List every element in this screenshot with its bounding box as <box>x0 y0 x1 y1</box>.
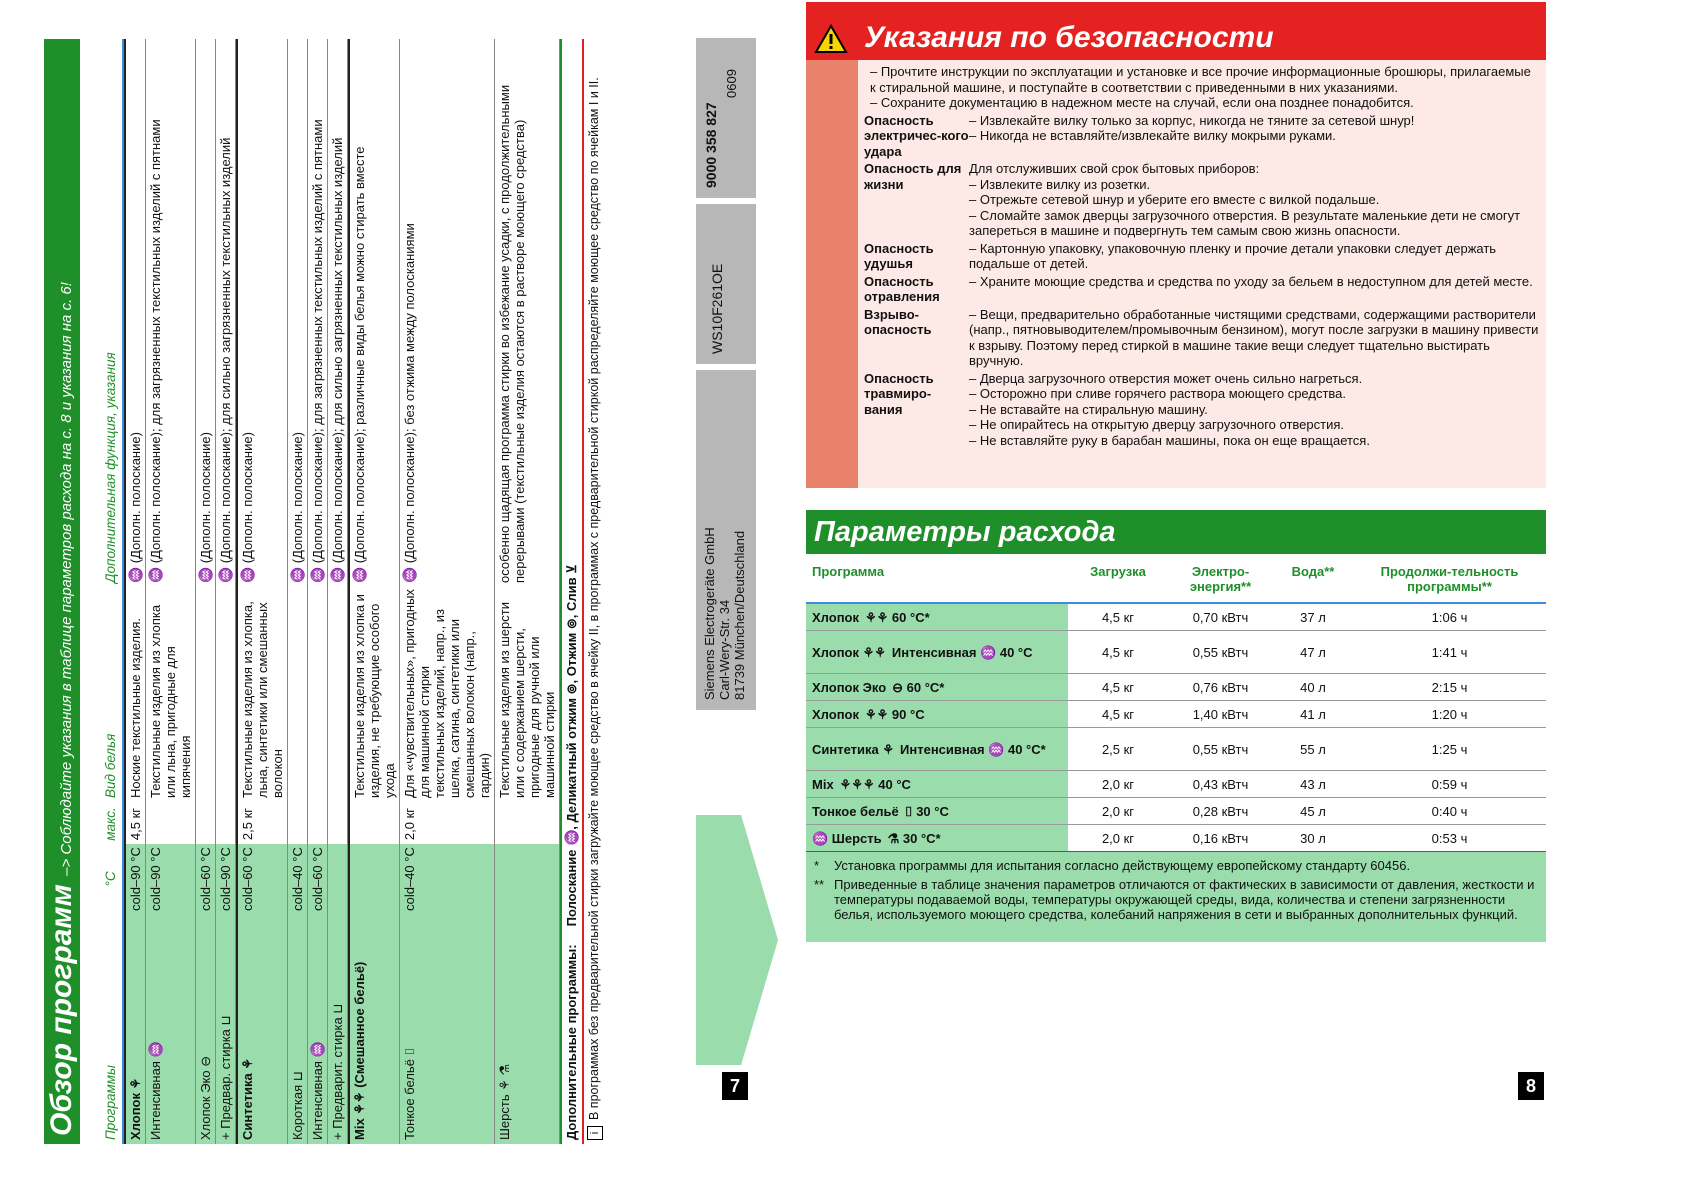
overview-row <box>216 39 236 1144</box>
cell-water: 30 л <box>1300 830 1326 846</box>
note-2-text: Приведенные в таблице значения параметров отличаются от фактических в зависимости от давления, жесткости и температуры подаваемой воды, температуры окружающей среды, вида, количества и степени загрязненности белья, используемого моющего средства, колебаний напряжения в сети и выбранных дополнительных функций. <box>834 877 1535 922</box>
overview-cell-temp: cold–60 °C <box>308 844 327 914</box>
overview-cell-laundry: Текстильные изделия из хлопка или льна, пригодные для кипячения <box>148 604 193 798</box>
code-sub: 0609 <box>724 69 739 98</box>
cell-water: 40 л <box>1300 679 1326 695</box>
info-note <box>584 39 606 1144</box>
address-line: 81739 München/Deutschland <box>732 530 747 700</box>
overview-cell-laundry <box>308 589 327 804</box>
extra-programs-label: Дополнительные программы: <box>564 944 579 1140</box>
overview-row <box>288 39 308 1144</box>
danger-label: Опасность электричес-кого удара <box>864 112 969 159</box>
program-name: Хлопок Эко <box>812 679 887 695</box>
overview-cell-laundry: Для «чувствительных», пригодных для машинной стирки текстильных изделий, напр., из шелка, сатина, синтетики или смешанных волокон (напр., гардин) <box>402 589 492 798</box>
overview-cell-max <box>495 804 559 844</box>
program-extra: Интенсивная ♒ 40 °C <box>891 644 1033 660</box>
overview-cell-max <box>328 804 347 844</box>
danger-label: Опасность для жизни <box>864 161 962 192</box>
danger-label: Взрыво-опасность <box>864 306 932 337</box>
overview-row <box>236 39 288 1144</box>
overview-cell-max <box>308 804 327 844</box>
overview-cell-program: Шерсть ⚘ ⚗ <box>495 914 559 1144</box>
cell-energy: 0,76 кВтч <box>1192 679 1249 695</box>
cell-water: 47 л <box>1300 644 1326 660</box>
cell-duration: 0:53 ч <box>1431 830 1468 846</box>
extra-programs <box>560 39 584 1144</box>
overview-cell-options: ♒ (Дополн. полоскание) <box>128 432 143 583</box>
address-line: Carl-Wery-Str. 34 <box>717 599 732 700</box>
cell-water: 43 л <box>1300 776 1326 792</box>
danger-text: – Извлекайте вилку только за корпус, никогда не тяните за сетевой шнур! – Никогда не вставляйте/извлекайте вилку мокрыми руками. <box>969 112 1415 143</box>
cell-duration: 0:59 ч <box>1431 776 1468 792</box>
overview-cell-max <box>288 804 307 844</box>
overview-cell-options: ♒ (Дополн. полоскание); различные виды белья можно стирать вместе <box>352 146 367 583</box>
program-name: Синтетика ⚘ <box>812 741 895 757</box>
cell-energy: 0,43 кВтч <box>1192 776 1249 792</box>
header-temp: °C <box>103 871 118 887</box>
overview-row <box>124 39 146 1144</box>
overview-cell-program: Mix ⚘⚘ (Смешанное бельё) <box>350 914 399 1144</box>
overview-cell-laundry: Ноские текстильные изделия. <box>128 617 143 798</box>
cell-energy: 1,40 кВтч <box>1192 706 1249 722</box>
consumption-notes <box>806 852 1546 942</box>
safety-side-bar <box>806 60 858 488</box>
header-programs: Программы <box>103 1065 118 1140</box>
cell-load: 4,5 кг <box>1101 706 1135 722</box>
overview-cell-laundry <box>216 589 235 804</box>
overview-cell-options: ♒ (Дополн. полоскание) <box>290 432 305 583</box>
code-number: 9000 358 827 <box>703 102 719 188</box>
cell-energy: 0,70 кВтч <box>1192 609 1249 625</box>
overview-row <box>328 39 348 1144</box>
overview-cell-program: Хлопок ⚘ <box>126 914 145 1144</box>
consumption-row <box>806 701 1546 728</box>
safety-body <box>806 60 1546 490</box>
overview-cell-temp <box>495 844 559 914</box>
cell-duration: 1:20 ч <box>1431 706 1468 722</box>
overview-cell-program: Интенсивная ♒ <box>146 914 195 1144</box>
cell-energy: 0,16 кВтч <box>1192 830 1249 846</box>
safety-intro-1: – Прочтите инструкции по эксплуатации и установке и все прочие информационные брошюры, прилагаемые к стиральной машине, и поступайте в соответствии с приведенными в них указаниями. <box>870 64 1531 95</box>
th-duration: Продолжи-тельность программы** <box>1380 564 1519 594</box>
danger-item <box>864 307 1540 369</box>
th-water: Вода** <box>1291 564 1335 579</box>
consumption-row <box>806 825 1546 853</box>
overview-cell-temp: cold–90 °C <box>216 844 235 914</box>
overview-cell-laundry: Текстильные изделия из хлопка, льна, синтетики или смешанных волокон <box>240 601 285 798</box>
program-name: Хлопок <box>812 706 859 722</box>
overview-cell-temp: cold–90 °C <box>126 844 145 914</box>
cell-program <box>806 604 1068 630</box>
safety-title-bar <box>806 2 1546 60</box>
overview-row <box>400 39 495 1144</box>
safety-title: Указания по безопасности <box>864 21 1274 54</box>
program-name: Mix <box>812 776 834 792</box>
consumption-header <box>806 560 1546 604</box>
danger-text: – Дверца загрузочного отверстия может очень сильно нагреться. – Осторожно при сливе горячего раствора моющего средства. – Не вставайте на стиральную машину. – Не опирайтесь на открытую дверцу загрузочного отверстия. – Не вставляйте руку в барабан машины, пока он еще вращается. <box>969 370 1370 448</box>
consumption-row <box>806 798 1546 825</box>
note-2-mark: ** <box>814 877 825 892</box>
cell-energy: 0,28 кВтч <box>1192 803 1249 819</box>
overview-cell-program: Тонкое бельё ⌷ <box>400 914 494 1144</box>
cell-load: 2,5 кг <box>1101 741 1135 757</box>
overview-row <box>146 39 196 1144</box>
overview-cell-laundry: Текстильные изделия из хлопка и изделия, не требующие особого ухода <box>352 594 397 798</box>
overview-title <box>44 39 80 1144</box>
danger-item <box>864 241 1540 272</box>
overview-cell-max: 4,5 кг <box>128 807 143 841</box>
overview-cell-temp: cold–40 °C <box>400 844 494 914</box>
cell-load: 2,0 кг <box>1101 776 1135 792</box>
cell-load: 4,5 кг <box>1101 679 1135 695</box>
cell-program <box>806 631 1068 673</box>
danger-label: Опасность травмиро-вания <box>864 370 934 417</box>
header-max: макс. <box>103 807 118 841</box>
header-options: Дополнительная функция, указания <box>103 352 118 583</box>
consumption-row <box>806 674 1546 701</box>
danger-text: – Картонную упаковку, упаковочную пленку и прочие детали упаковки следует держать подальше от детей. <box>969 240 1497 271</box>
info-note-text: В программах без предварительной стирки загружайте моющее средство в ячейку II, в программах с предварительной стиркой распределяйте моющее средство по ячейкам I и II. <box>587 77 601 1120</box>
overview-row <box>348 39 400 1144</box>
cell-load: 4,5 кг <box>1101 609 1135 625</box>
address-line: Siemens Electrogeräte GmbH <box>702 527 717 700</box>
cell-program <box>806 701 1068 727</box>
note-1 <box>814 858 1538 873</box>
danger-text: Для отслуживших свой срок бытовых приборов: – Извлеките вилку из розетки. – Отрежьте сетевой шнур и уберите его вместе с вилкой подальше. – Сломайте замок дверцы загрузочного отверстия. В результате маленькие дети не смогут запереться в машине и подвергнуть тем самым свою жизнь опасности. <box>969 161 1521 238</box>
overview-cell-options: ♒ (Дополн. полоскание); без отжима между полосканиями <box>402 223 417 583</box>
overview-cell-max <box>196 804 215 844</box>
cell-load: 2,0 кг <box>1101 830 1135 846</box>
cell-water: 41 л <box>1300 706 1326 722</box>
program-name: Хлопок <box>812 609 859 625</box>
model-number: WS10F261OE <box>709 263 725 354</box>
danger-item <box>864 274 1540 305</box>
page-number-7: 7 <box>722 1072 748 1100</box>
safety-intro-2: – Сохраните документацию в надежном месте на случай, если она позднее понадобится. <box>870 95 1414 110</box>
program-extra: ⚘⚘⚘ 40 °C <box>839 776 911 792</box>
cell-water: 37 л <box>1300 609 1326 625</box>
cell-program <box>806 674 1068 700</box>
overview-cell-options: ♒ (Дополн. полоскание) <box>240 432 255 583</box>
overview-cell-max <box>216 804 235 844</box>
overview-cell-options: ♒ (Дополн. полоскание); для загрязненных текстильных изделий с пятнами <box>148 119 163 583</box>
overview-cell-temp <box>328 844 347 914</box>
program-extra: ⚗ 30 °C* <box>887 830 941 846</box>
danger-item <box>864 113 1540 160</box>
overview-cell-max: 2,0 кг <box>402 807 417 841</box>
cell-load: 4,5 кг <box>1101 644 1135 660</box>
program-name: Тонкое бельё <box>812 803 899 819</box>
overview-row <box>196 39 216 1144</box>
overview-cell-laundry <box>288 589 307 804</box>
program-overview <box>44 39 796 1144</box>
danger-list <box>864 113 1540 449</box>
cell-duration: 0:40 ч <box>1431 803 1468 819</box>
overview-cell-laundry: Текстильные изделия из шерсти или с содержанием шерсти, пригодные для ручной или машинной стирки <box>497 602 557 798</box>
cell-load: 2,0 кг <box>1101 803 1135 819</box>
danger-label: Опасность отравления <box>864 273 940 304</box>
consumption-row <box>806 771 1546 798</box>
cell-program <box>806 728 1068 770</box>
cell-water: 45 л <box>1300 803 1326 819</box>
overview-rows <box>124 39 560 1144</box>
overview-cell-program: + Предвар. стирка ⊔ <box>216 914 235 1144</box>
overview-cell-laundry <box>196 589 215 804</box>
overview-row <box>308 39 328 1144</box>
info-icon: i <box>587 1126 603 1140</box>
overview-cell-laundry <box>328 589 347 804</box>
overview-cell-temp: cold–60 °C <box>196 844 215 914</box>
danger-item <box>864 161 1540 239</box>
consumption-title: Параметры расхода <box>806 510 1546 554</box>
note-1-mark: * <box>814 858 820 873</box>
consumption-row <box>806 728 1546 771</box>
cell-program <box>806 798 1068 824</box>
th-load: Загрузка <box>1090 564 1146 579</box>
safety-content <box>858 60 1546 488</box>
cell-energy: 0,55 кВтч <box>1192 644 1249 660</box>
cell-duration: 1:25 ч <box>1431 741 1468 757</box>
program-name: ♒ Шерсть <box>812 830 882 846</box>
overview-cell-temp: cold–90 °C <box>146 844 195 914</box>
program-extra: Интенсивная ♒ 40 °C* <box>900 741 1046 757</box>
cell-program <box>806 771 1068 797</box>
danger-text: – Вещи, предварительно обработанные чистящими средствами, содержащими растворители (напр., пятновыводителем/промывочным бензином), могут после загрузки в машину привести к взрыву. Поэтому перед стиркой в машине такие вещи следует тщательно выстирать вручную. <box>969 306 1539 368</box>
consumption-rows <box>806 604 1546 853</box>
code-block <box>696 38 756 198</box>
consumption-table <box>806 560 1546 853</box>
page-number-8: 8 <box>1518 1072 1544 1100</box>
cell-energy: 0,55 кВтч <box>1192 741 1249 757</box>
program-name: Хлопок ⚘⚘ <box>812 644 886 660</box>
program-extra: ⊖ 60 °C* <box>892 679 945 695</box>
overview-title-note: –> Соблюдайте указания в таблице параметров расхода на с. 8 и указания на с. 6! <box>58 282 75 876</box>
note-1-text: Установка программы для испытания согласно действующему европейскому стандарту 60456. <box>834 858 1411 873</box>
overview-cell-temp: cold–40 °C <box>288 844 307 914</box>
overview-cell-options: ♒ (Дополн. полоскание); для загрязненных текстильных изделий с пятнами <box>310 119 325 583</box>
cell-water: 55 л <box>1300 741 1326 757</box>
overview-cell-program: Короткая ⊔ <box>288 914 307 1144</box>
header-laundry: Вид белья <box>103 733 118 798</box>
overview-header <box>80 39 124 1144</box>
overview-row <box>495 39 560 1144</box>
overview-cell-options: ♒ (Дополн. полоскание) <box>198 432 213 583</box>
overview-cell-program: Синтетика ⚘ <box>238 914 287 1144</box>
danger-item <box>864 371 1540 449</box>
address-block <box>696 370 756 710</box>
overview-cell-temp: cold–60 °C <box>238 844 287 914</box>
consumption-row <box>806 604 1546 631</box>
cell-duration: 1:41 ч <box>1431 644 1468 660</box>
overview-cell-options: особенно щадящая программа стирки во избежание усадки, с продолжительными перерывами (текстильные изделия остаются в растворе моющего средства) <box>497 84 527 583</box>
overview-cell-program: Хлопок Эко ⊖ <box>196 914 215 1144</box>
warning-icon <box>814 24 848 54</box>
extra-programs-values: Полоскание ♒, Деликатный отжим ⊚, Отжим ⊚, Слив ⊻ <box>564 564 579 927</box>
overview-cell-max <box>146 804 195 844</box>
overview-cell-temp <box>350 844 399 914</box>
cell-duration: 1:06 ч <box>1431 609 1468 625</box>
cell-program <box>806 825 1068 851</box>
overview-cell-max: 2,5 кг <box>240 807 255 841</box>
program-extra: ⚘⚘ 60 °C* <box>865 609 930 625</box>
overview-cell-max <box>350 804 399 844</box>
model-block <box>696 204 756 364</box>
program-extra: ⚘⚘ 90 °C <box>865 706 925 722</box>
consumption-row <box>806 631 1546 674</box>
program-extra: ⌷ 30 °C <box>904 803 949 819</box>
overview-cell-program: + Предварит. стирка ⊔ <box>328 914 347 1144</box>
overview-cell-options: ♒ (Дополн. полоскание); для сильно загрязненных текстильных изделий <box>330 137 345 583</box>
overview-cell-options: ♒ (Дополн. полоскание); для сильно загрязненных текстильных изделий <box>218 137 233 583</box>
danger-label: Опасность удушья <box>864 240 934 271</box>
danger-text: – Храните моющие средства и средства по уходу за бельем в недоступном для детей месте. <box>969 273 1533 289</box>
overview-title-text: Обзор программ <box>45 884 78 1136</box>
th-energy: Электро-энергия** <box>1189 564 1252 594</box>
th-program: Программа <box>812 564 885 579</box>
note-2 <box>814 877 1538 922</box>
cell-duration: 2:15 ч <box>1431 679 1468 695</box>
overview-cell-program: Интенсивная ♒ <box>308 914 327 1144</box>
